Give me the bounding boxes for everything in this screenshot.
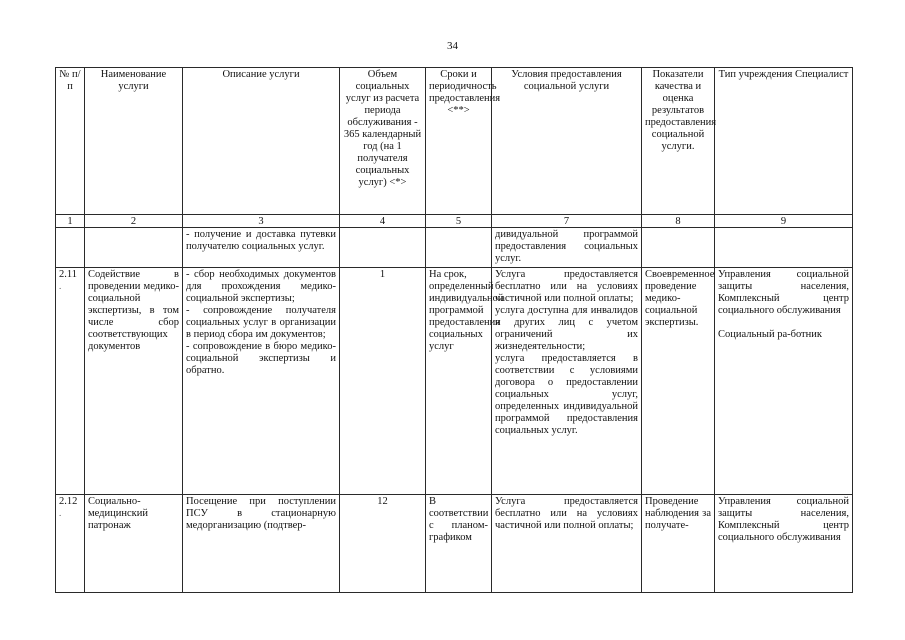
- empty-cell: [85, 228, 183, 268]
- service-quality: Своевременное проведение медико-социальной экспертизы.: [642, 268, 715, 495]
- service-name: Социально-медицинский патронаж: [85, 495, 183, 593]
- continuation-conditions: дивидуальной программой предоставления социальных услуг.: [492, 228, 642, 268]
- column-numbers-row: [56, 215, 853, 228]
- service-terms: На срок, определенный индивидуальной программой предоставления социальных услуг: [426, 268, 492, 495]
- header-quality: Показатели качества и оценка результатов предоставления социальной услуги.: [642, 68, 715, 215]
- service-volume: 12: [340, 495, 426, 593]
- condition-item: услуга доступна для инвалидов и других лиц с учетом ограничений их жизнедеятельности;: [495, 305, 638, 352]
- header-institution: Тип учреждения Специалист: [715, 68, 853, 215]
- table-row: [56, 495, 853, 593]
- institution-type: Управления социальной защиты населения, Комплексный центр социального обслуживания: [718, 269, 849, 316]
- header-conditions: Условия предоставления социальной услуги: [492, 68, 642, 215]
- column-number: 8: [642, 215, 715, 228]
- table-row: [56, 268, 853, 495]
- description-item: - сопровождение в бюро медико-социальной экспертизы и обратно.: [186, 341, 336, 376]
- empty-cell: [56, 228, 85, 268]
- column-number: 3: [183, 215, 340, 228]
- row-mark: .: [59, 508, 62, 518]
- header-name: Наименование услуги: [85, 68, 183, 215]
- column-number: 1: [56, 215, 85, 228]
- service-quality: Проведение наблюдения за получате-: [642, 495, 715, 593]
- specialist: Социальный ра-ботник: [718, 329, 822, 340]
- empty-cell: [426, 228, 492, 268]
- service-terms: В соответствии с планом-графиком: [426, 495, 492, 593]
- service-institution: Управления социальной защиты населения, Комплексный центр социального обслуживания: [715, 495, 853, 593]
- continuation-row: [56, 228, 853, 268]
- service-conditions: Услуга предоставляется бесплатно или на условиях частичной или полной оплаты;: [492, 495, 642, 593]
- header-row: [56, 68, 853, 215]
- header-num: № п/п: [56, 68, 85, 215]
- column-number: 7: [492, 215, 642, 228]
- row-mark: .: [59, 281, 62, 291]
- condition-item: Услуга предоставляется бесплатно или на условиях частичной или полной оплаты;: [495, 269, 638, 304]
- column-number: 9: [715, 215, 853, 228]
- service-description: Посещение при поступлении ПСУ в стационарную медорганизацию (подтвер-: [183, 495, 340, 593]
- empty-cell: [340, 228, 426, 268]
- row-number: 2.11: [59, 269, 77, 280]
- column-number: 4: [340, 215, 426, 228]
- service-volume: 1: [340, 268, 426, 495]
- service-name: Содействие в проведении медико-социальной экспертизы, в том числе сбор соответствующих документов: [85, 268, 183, 495]
- column-number: 2: [85, 215, 183, 228]
- row-number-cell: [56, 268, 85, 495]
- row-number-cell: [56, 495, 85, 593]
- header-terms: Сроки и периодичность предоставления <**>: [426, 68, 492, 215]
- empty-cell: [642, 228, 715, 268]
- services-table: [55, 67, 853, 593]
- condition-item: услуга предоставляется в соответствии с условиями договора о предоставлении социальных услуг, определенных индивидуальной программой предоставления социальных услуг.: [495, 353, 638, 436]
- service-conditions: [492, 268, 642, 495]
- row-number: 2.12: [59, 496, 78, 507]
- service-institution-cell: [715, 268, 853, 495]
- spacer: [718, 317, 849, 329]
- header-volume: Объем социальных услуг из расчета периода обслуживания - 365 календарный год (на 1 получателя социальных услуг) <*>: [340, 68, 426, 215]
- column-number: 5: [426, 215, 492, 228]
- description-item: - сбор необходимых документов для прохождения медико-социальной экспертизы;: [186, 269, 336, 304]
- empty-cell: [715, 228, 853, 268]
- continuation-description: - получение и доставка путевки получателю социальных услуг.: [183, 228, 340, 268]
- service-description: [183, 268, 340, 495]
- page-number: 34: [447, 40, 458, 52]
- header-description: Описание услуги: [183, 68, 340, 215]
- description-item: - сопровождение получателя социальных услуг в организации в период сбора им документов;: [186, 305, 336, 340]
